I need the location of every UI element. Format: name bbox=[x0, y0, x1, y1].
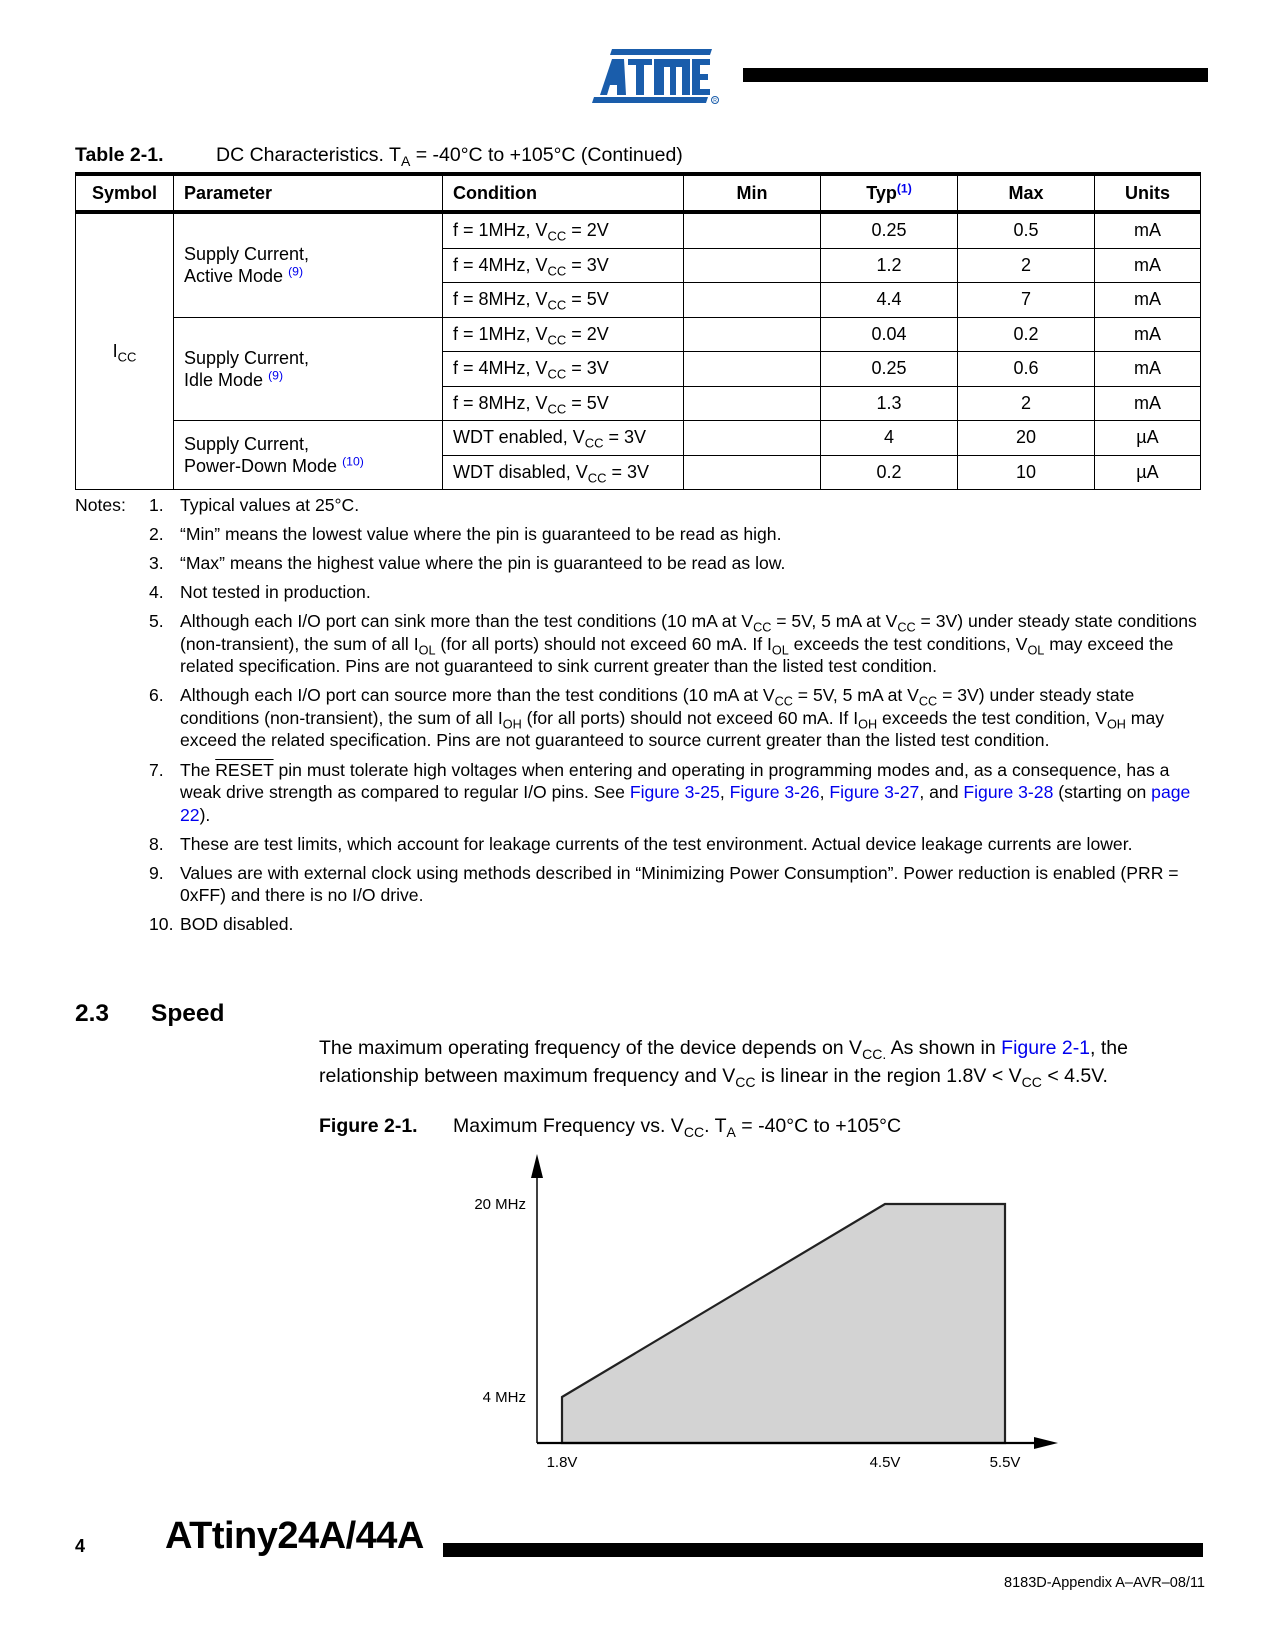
x-label-4.5v: 4.5V bbox=[869, 1454, 901, 1471]
col-units: Units bbox=[1095, 174, 1201, 212]
col-min: Min bbox=[684, 174, 821, 212]
condition-cell: WDT disabled, $V_{CC} = 3V$ bbox=[443, 455, 684, 490]
min-cell bbox=[684, 386, 821, 421]
y-label-4mhz: 4 MHz bbox=[482, 1389, 526, 1406]
typ-cell: 0.25 bbox=[821, 212, 958, 248]
max-cell: 2 bbox=[958, 386, 1095, 421]
min-cell bbox=[684, 212, 821, 248]
units-cell: µA bbox=[1095, 455, 1201, 490]
figure-caption: Figure 2-1. Maximum Frequency vs. $V_{CC}$. $T_A = -40^\circ C$ to +105°C bbox=[319, 1115, 902, 1140]
typ-cell: 4 bbox=[821, 421, 958, 456]
units-cell: mA bbox=[1095, 352, 1201, 387]
header-rule bbox=[743, 68, 1208, 82]
units-cell: mA bbox=[1095, 283, 1201, 318]
max-cell: 7 bbox=[958, 283, 1095, 318]
footnote-ref-link[interactable]: (1) bbox=[896, 180, 912, 195]
typ-cell: 0.25 bbox=[821, 352, 958, 387]
document-id: 8183D-Appendix A–AVR–08/11 bbox=[1004, 1575, 1205, 1591]
min-cell bbox=[684, 352, 821, 387]
typ-cell: 1.2 bbox=[821, 248, 958, 283]
note-item: 7. The RESET pin must tolerate high voltages when entering and operating in programming modes and, as a consequence, has a weak drive strength as compared to regular I/O pins. See Figure 3-25, Figure 3-26, Figure 3-27, and Figure 3-28 (starting on page 22). bbox=[149, 759, 1191, 825]
units-cell: mA bbox=[1095, 212, 1201, 248]
table-row bbox=[76, 317, 1201, 352]
note-item: 1. Typical values at 25°C. bbox=[149, 495, 360, 515]
min-cell bbox=[684, 248, 821, 283]
x-label-1.8v: 1.8V bbox=[546, 1454, 578, 1471]
min-cell bbox=[684, 455, 821, 490]
footer-rule bbox=[443, 1543, 1203, 1557]
units-cell: mA bbox=[1095, 248, 1201, 283]
col-typ: Typ$^{(1)}$ bbox=[821, 174, 958, 212]
section-heading bbox=[75, 1000, 225, 1028]
note-item: 10. BOD disabled. bbox=[149, 914, 294, 935]
parameter-cell: Supply Current, Power-Down Mode $^{(10)}$ bbox=[174, 421, 443, 490]
table-number: Table 2-1. bbox=[75, 144, 164, 166]
footnote-ref-link[interactable]: (9) bbox=[288, 264, 304, 279]
max-cell: 0.2 bbox=[958, 317, 1095, 352]
figure-3-27-link[interactable]: Figure 3-27 bbox=[829, 782, 920, 803]
col-parameter: Parameter bbox=[174, 174, 443, 212]
page-22-link[interactable]: page 22 bbox=[180, 782, 1191, 825]
table-caption: Table 2-1. DC Characteristics. $T_A = -40^\circ C$ to +105°C (Continued) bbox=[75, 144, 683, 169]
max-cell: 0.5 bbox=[958, 212, 1095, 248]
typ-cell: 4.4 bbox=[821, 283, 958, 318]
condition-cell: f = 4MHz, $V_{CC} = 3V$ bbox=[443, 352, 684, 387]
max-cell: 20 bbox=[958, 421, 1095, 456]
figure-3-25-link[interactable]: Figure 3-25 bbox=[629, 782, 720, 803]
condition-cell: f = 4MHz, $V_{CC} = 3V$ bbox=[443, 248, 684, 283]
min-cell bbox=[684, 283, 821, 318]
typ-cell: 1.3 bbox=[821, 386, 958, 421]
section-number: 2.3 bbox=[75, 1000, 110, 1027]
min-cell bbox=[684, 317, 821, 352]
units-cell: mA bbox=[1095, 317, 1201, 352]
svg-text:R: R bbox=[713, 98, 717, 104]
typ-cell: 0.04 bbox=[821, 317, 958, 352]
y-label-20mhz: 20 MHz bbox=[474, 1196, 526, 1213]
figure-number: Figure 2-1. bbox=[319, 1115, 418, 1137]
note-item: 5. Although each I/O port can sink more than the test conditions (10 mA at $V_{CC} = 5V$, 5 mA at $V_{CC} = 3V$) under steady state conditions (non-transient), the sum of all $I_{OL}$ (for all ports) should not exceed 60 mA. If $I_{OL}$ exceeds the test conditions, $V_{OL}$ may exceed the related specification. Pins are not guaranteed to sink current greater than the listed test condition. bbox=[149, 611, 1197, 677]
condition-cell: WDT enabled, $V_{CC} = 3V$ bbox=[443, 421, 684, 456]
note-item: 4. Not tested in production. bbox=[149, 582, 371, 603]
section-paragraph: The maximum operating frequency of the device depends on $V_{CC.}$ As shown in Figure 2-1, the relationship between maximum frequency and $V_{CC}$ is linear in the region $1.8V < V_{CC} < 4.5V$. bbox=[319, 1037, 1128, 1090]
condition-cell: f = 8MHz, $V_{CC} = 5V$ bbox=[443, 283, 684, 318]
page-number: 4 bbox=[75, 1536, 86, 1556]
notes-list bbox=[149, 494, 1209, 942]
atmel-logo bbox=[590, 45, 720, 105]
note-item: 8. These are test limits, which account for leakage currents of the test environment. Actual device leakage currents are lower. bbox=[149, 833, 1133, 854]
section-title: Speed bbox=[151, 1000, 225, 1027]
reset-signal: RESET bbox=[215, 759, 274, 780]
typ-cell: 0.2 bbox=[821, 455, 958, 490]
note-item: 3. “Max” means the highest value where the pin is guaranteed to be read as low. bbox=[149, 553, 786, 574]
table-header-row bbox=[76, 174, 1201, 212]
symbol-cell: $I_{CC}$ bbox=[76, 212, 174, 490]
x-label-5.5v: 5.5V bbox=[989, 1454, 1021, 1471]
max-cell: 10 bbox=[958, 455, 1095, 490]
max-frequency-chart bbox=[440, 1140, 1080, 1480]
figure-3-26-link[interactable]: Figure 3-26 bbox=[729, 782, 820, 803]
max-cell: 0.6 bbox=[958, 352, 1095, 387]
note-item: 2. “Min” means the lowest value where the pin is guaranteed to be read as high. bbox=[149, 524, 782, 545]
figure-2-1-link[interactable]: Figure 2-1 bbox=[1001, 1037, 1091, 1059]
footer-title: ATtiny24A/44A bbox=[165, 1515, 424, 1557]
units-cell: mA bbox=[1095, 386, 1201, 421]
max-cell: 2 bbox=[958, 248, 1095, 283]
col-max: Max bbox=[958, 174, 1095, 212]
safe-operating-area bbox=[562, 1204, 1005, 1443]
col-symbol: Symbol bbox=[76, 174, 174, 212]
footnote-ref-link[interactable]: (9) bbox=[268, 368, 284, 383]
x-axis-arrow-icon bbox=[1034, 1437, 1058, 1449]
parameter-cell: Supply Current, Active Mode $^{(9)}$ bbox=[174, 212, 443, 317]
dc-characteristics-table bbox=[75, 172, 1201, 490]
y-axis-arrow-icon bbox=[531, 1154, 543, 1178]
note-item: 9. Values are with external clock using methods described in “Minimizing Power Consumption”. Power reduction is enabled (PRR = 0xFF) and there is no I/O drive. bbox=[149, 862, 1179, 906]
col-condition: Condition bbox=[443, 174, 684, 212]
condition-cell: f = 1MHz, $V_{CC} = 2V$ bbox=[443, 212, 684, 248]
min-cell bbox=[684, 421, 821, 456]
table-row bbox=[76, 212, 1201, 248]
footnote-ref-link[interactable]: (10) bbox=[342, 454, 364, 469]
table-row bbox=[76, 421, 1201, 456]
notes-label: Notes: bbox=[75, 495, 126, 515]
condition-cell: f = 8MHz, $V_{CC} = 5V$ bbox=[443, 386, 684, 421]
units-cell: µA bbox=[1095, 421, 1201, 456]
condition-cell: f = 1MHz, $V_{CC} = 2V$ bbox=[443, 317, 684, 352]
parameter-cell: Supply Current, Idle Mode $^{(9)}$ bbox=[174, 317, 443, 421]
note-item: 6. Although each I/O port can source more than the test conditions (10 mA at $V_{CC} = 5V$, 5 mA at $V_{CC} = 3V$) under steady state conditions (non-transient), the sum of all $I_{OH}$ (for all ports) should not exceed 60 mA. If $I_{OH}$ exceeds the test condition, $V_{OH}$ may exceed the related specification. Pins are not guaranteed to source current greater than the listed test condition. bbox=[149, 685, 1165, 751]
figure-3-28-link[interactable]: Figure 3-28 bbox=[963, 782, 1054, 803]
